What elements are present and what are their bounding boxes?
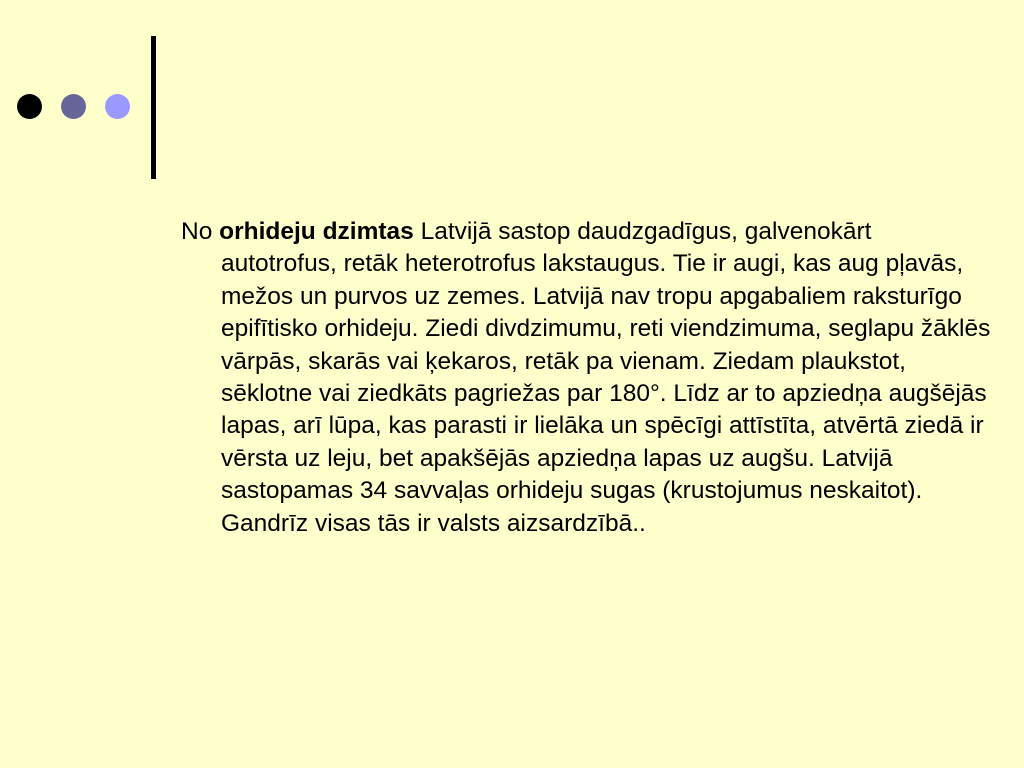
bullet-dot-icon bbox=[17, 94, 42, 119]
paragraph-bold-term: orhideju dzimtas bbox=[219, 218, 414, 245]
body-paragraph bbox=[181, 216, 991, 540]
vertical-divider bbox=[151, 36, 156, 179]
paragraph-prefix: No bbox=[181, 218, 220, 245]
bullet-dot-icon bbox=[61, 94, 86, 119]
paragraph-text: Latvijā sastop daudzgadīgus, galvenokārt autotrofus, retāk heterotrofus lakstaugus. Tie ir augi, kas aug pļavās, mežos un purvos uz zemes. Latvijā nav tropu apgabaliem raksturīgo epifītisko orhideju. Ziedi divdzimumu, reti viendzimuma, seglapu žāklēs vārpās, skarās vai ķekaros, retāk pa vienam. Ziedam plaukstot, sēklotne vai ziedkāts pagriežas par 180°. Līdz ar to apziedņa augšējās lapas, arī lūpa, kas parasti ir lielāka un spēcīgi attīstīta, atvērtā ziedā ir vērsta uz leju, bet apakšējās apziedņa lapas uz augšu. Latvijā sastopamas 34 savvaļas orhideju sugas (krustojumus neskaitot). Gandrīz visas tās ir valsts aizsardzībā.. bbox=[221, 218, 991, 537]
bullet-dot-icon bbox=[105, 94, 130, 119]
